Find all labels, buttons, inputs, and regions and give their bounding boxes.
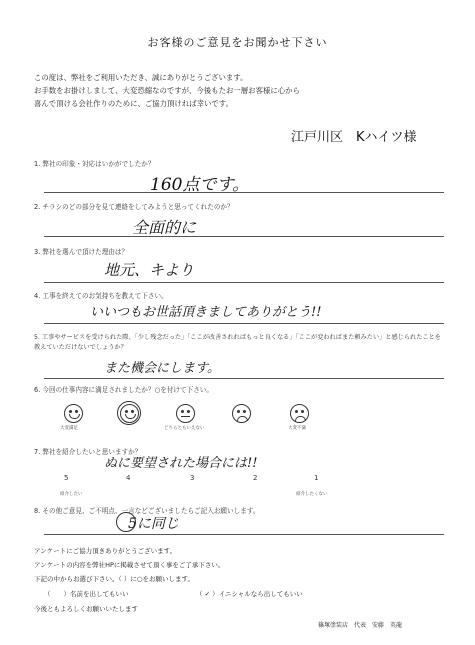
question-4: 4. 工事を終えてのお気持ちを教えて下さい。 xyxy=(34,292,168,300)
client-label: 江戸川区 Kハイツ様 xyxy=(291,130,417,145)
answer-2: 全面的に xyxy=(132,218,197,237)
selected-circle-mark xyxy=(117,401,141,425)
answer-8: 5に同じ xyxy=(128,516,179,532)
answer-1: 160点です。 xyxy=(150,175,250,195)
scale-label-left: 紹介したい xyxy=(60,492,83,497)
satisfaction-label-right: 大変不満 xyxy=(288,426,306,431)
scale-number-4[interactable]: 4 xyxy=(126,474,131,482)
option-initials-public[interactable]: （ ✓ ）イニシャルなら出してもいい xyxy=(196,590,303,598)
scale-number-2[interactable]: 2 xyxy=(253,474,258,482)
answer-5: また機会にします。 xyxy=(104,361,220,376)
answer-line-4 xyxy=(44,323,444,324)
scale-label-right: 紹介したくない xyxy=(296,492,328,497)
answer-line-2 xyxy=(44,236,444,237)
face-neutral-icon[interactable] xyxy=(176,404,195,423)
answer-line-8 xyxy=(44,534,444,535)
answer-3: 地元、キより xyxy=(104,261,195,279)
face-dissatisfied-icon[interactable] xyxy=(232,404,251,423)
scale-number-1[interactable]: 1 xyxy=(314,474,319,482)
footer-publish: アンケートの内容を弊社HPに掲載させて頂く事をご了承下さい。 xyxy=(34,561,225,569)
footer-thanks: アンケートにご協力頂きありがとうございます。 xyxy=(34,547,177,555)
question-8: 8. その他ご意見、ご不明点、一言などございましたらご記入お願いします。 xyxy=(34,507,260,515)
answer-line-5 xyxy=(44,378,444,379)
satisfaction-label-left: 大変満足 xyxy=(60,426,78,431)
question-3: 3. 弊社を選んで頂けた理由は？ xyxy=(34,248,129,256)
question-6: 6. 今回の仕事内容に満足されましたか？○を付けて下さい。 xyxy=(34,386,213,394)
satisfaction-label-middle: どちらともいえない xyxy=(164,426,205,431)
scale-number-5[interactable]: 5 xyxy=(64,474,69,482)
answer-line-3 xyxy=(44,282,444,283)
face-very-satisfied-icon[interactable] xyxy=(64,404,83,423)
footer-signature: 篠塚塗装店 代表 安藤 英龍 xyxy=(318,622,403,629)
answer-line-1 xyxy=(44,192,444,193)
question-5: 5. 工事やサービスを受けられた際、「少し残念だった」「ここが改善されればもっと良くなる」「ここが変わればまた頼みたい」と感じられたことを教えていただけないでしょうか？ xyxy=(34,334,441,351)
question-1: 1. 弊社の印象・対応はいかがでしたか？ xyxy=(34,160,155,168)
question-7: 7. 弊社を紹介したいと思いますか？ xyxy=(34,448,142,456)
intro-line-3: 喜んで頂ける会社作りのために、ご協力頂ければ幸いです。 xyxy=(34,99,233,108)
face-very-dissatisfied-icon[interactable] xyxy=(290,404,309,423)
scale-number-3[interactable]: 3 xyxy=(190,474,195,482)
question-2: 2. チラシのどの部分を見て連絡をしてみようと思ってくれたのか？ xyxy=(34,203,234,211)
answer-4: いいつもお世話頂きましてありがとう!! xyxy=(90,305,322,320)
survey-title: お客様のご意見をお聞かせ下さい xyxy=(147,36,328,49)
footer-choose: 下記の中からお選び下さい。（ ）に○をお願いします。 xyxy=(34,575,194,583)
intro-line-1: この度は、弊社をご利用いただき、誠にありがとうございます。 xyxy=(34,73,248,82)
answer-7: ぬに要望された場合には!! xyxy=(104,456,258,471)
option-name-public[interactable]: （ ）名前を出してもいい xyxy=(44,590,129,598)
footer-closing: 今後ともよろしくお願いいたします xyxy=(34,605,138,613)
intro-line-2: お手数をお掛けしまして、大変恐縮なのですが、今後もたお一層お客様に心から xyxy=(34,86,300,95)
answer-8-circle-mark xyxy=(116,512,136,532)
